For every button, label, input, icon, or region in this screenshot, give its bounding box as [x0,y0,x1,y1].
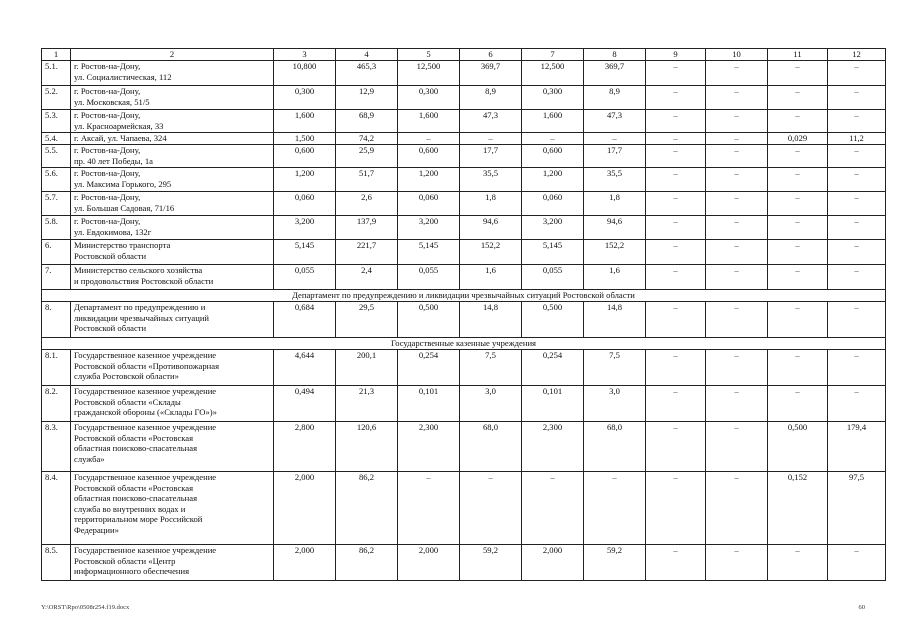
value-cell: 1,200 [274,168,336,192]
value-cell: 14,8 [460,302,522,338]
row-name-line: г. Ростов-на-Дону, [74,86,141,96]
value-cell: 1,600 [522,110,584,133]
table-row [42,350,886,386]
row-name [71,422,274,472]
value-cell: – [828,86,886,110]
row-name-line: служба во внутренних водах и [74,503,186,514]
row-name-line: г. Ростов-на-Дону, [74,61,141,71]
value-cell: – [584,472,646,545]
value-cell: 2,800 [274,422,336,472]
header-cell: 11 [768,49,828,61]
row-name-line: Ростовской области [74,250,147,261]
table-row [42,86,886,110]
value-cell: 5,145 [522,240,584,265]
value-cell: – [828,302,886,338]
value-cell: 0,152 [768,472,828,545]
value-cell: 369,7 [460,61,522,86]
value-cell: 0,600 [274,145,336,168]
row-number: 5.5. [42,145,71,168]
row-name-line: областная поисково-спасательная [74,493,198,504]
value-cell: 0,500 [398,302,460,338]
value-cell: 0,101 [522,386,584,422]
value-cell: – [522,472,584,545]
value-cell: – [768,216,828,240]
row-name-line: ул. Социалистическая, 112 [74,71,172,82]
value-cell: – [646,545,706,581]
table-row [42,472,886,545]
value-cell: – [646,110,706,133]
row-name-line: и продовольствия Ростовской области [74,275,214,286]
value-cell: – [706,422,768,472]
value-cell: 0,684 [274,302,336,338]
value-cell: 369,7 [584,61,646,86]
value-cell: – [768,86,828,110]
value-cell: – [768,240,828,265]
table-row [42,61,886,86]
row-name-line: служба Ростовской области» [74,371,179,382]
row-name [71,192,274,216]
value-cell: – [828,240,886,265]
value-cell: 12,9 [336,86,398,110]
value-cell: 1,200 [398,168,460,192]
value-cell: – [706,545,768,581]
row-name [71,472,274,545]
value-cell: – [828,168,886,192]
value-cell: 17,7 [460,145,522,168]
table-row [42,110,886,133]
row-number: 5.1. [42,61,71,86]
row-number: 5.3. [42,110,71,133]
section-heading: Государственные казенные учреждения [42,338,886,350]
value-cell: 68,0 [584,422,646,472]
row-name [71,240,274,265]
value-cell: 3,0 [460,386,522,422]
file-path: Y:\ORST\Rpo\0508r254.f19.docx [41,604,130,611]
row-number: 7. [42,265,71,290]
value-cell: 3,200 [522,216,584,240]
value-cell: 2,4 [336,265,398,290]
table-row [42,386,886,422]
row-name [71,133,274,145]
value-cell: – [828,192,886,216]
value-cell: – [646,168,706,192]
value-cell: 4,644 [274,350,336,386]
value-cell: 2,000 [522,545,584,581]
value-cell: 68,0 [460,422,522,472]
table-row [42,240,886,265]
value-cell: – [768,61,828,86]
value-cell: 221,7 [336,240,398,265]
value-cell: – [768,145,828,168]
value-cell: – [706,386,768,422]
value-cell: 35,5 [584,168,646,192]
value-cell: 152,2 [460,240,522,265]
value-cell: 74,2 [336,133,398,145]
value-cell: – [646,422,706,472]
row-name [71,386,274,422]
row-name [71,110,274,133]
value-cell: – [522,133,584,145]
value-cell: – [768,265,828,290]
value-cell: 0,055 [398,265,460,290]
value-cell: 2,6 [336,192,398,216]
header-cell: 9 [646,49,706,61]
value-cell: 94,6 [460,216,522,240]
table-row [42,302,886,338]
row-name [71,350,274,386]
row-number: 6. [42,240,71,265]
value-cell: 0,600 [398,145,460,168]
row-name-line: территориальном море Российской [74,514,203,525]
value-cell: 8,9 [460,86,522,110]
row-name [71,86,274,110]
value-cell: – [646,240,706,265]
value-cell: 68,9 [336,110,398,133]
row-number: 8. [42,302,71,338]
row-name [71,265,274,290]
value-cell: 1,6 [584,265,646,290]
header-cell: 5 [398,49,460,61]
value-cell: 47,3 [584,110,646,133]
row-name-line: Государственное казенное учреждение [74,422,217,432]
row-name [71,145,274,168]
value-cell: 25,9 [336,145,398,168]
value-cell: – [828,216,886,240]
row-name-line: Ростовской области «Противопожарная [74,360,220,371]
table-row [42,265,886,290]
value-cell: 8,9 [584,86,646,110]
value-cell: – [828,265,886,290]
row-number: 8.4. [42,472,71,545]
value-cell: 200,1 [336,350,398,386]
value-cell: 2,300 [522,422,584,472]
value-cell: 137,9 [336,216,398,240]
value-cell: – [398,133,460,145]
row-number: 8.5. [42,545,71,581]
row-name-line: ул. Евдокимова, 132г [74,226,152,237]
row-name-line: гражданской обороны («Склады ГО»)» [74,407,217,418]
row-number: 5.7. [42,192,71,216]
row-name-line: г. Ростов-на-Дону, [74,168,141,178]
table-row [42,168,886,192]
value-cell: 7,5 [584,350,646,386]
value-cell: 152,2 [584,240,646,265]
value-cell: 47,3 [460,110,522,133]
row-number: 8.1. [42,350,71,386]
value-cell: – [646,61,706,86]
page-number: 60 [858,604,865,611]
row-name-line: Ростовской области «Центр [74,555,176,566]
value-cell: – [706,265,768,290]
row-name-line: Ростовской области [74,323,147,334]
header-cell: 10 [706,49,768,61]
value-cell: – [646,86,706,110]
table-row [42,216,886,240]
value-cell: – [768,168,828,192]
value-cell: 0,300 [522,86,584,110]
value-cell: 465,3 [336,61,398,86]
value-cell: 0,254 [522,350,584,386]
value-cell: 2,300 [398,422,460,472]
row-name-line: г. Ростов-на-Дону, [74,145,141,155]
value-cell: – [706,472,768,545]
header-cell: 1 [42,49,71,61]
value-cell: 97,5 [828,472,886,545]
value-cell: – [584,133,646,145]
value-cell: 86,2 [336,545,398,581]
row-number: 5.2. [42,86,71,110]
value-cell: 21,3 [336,386,398,422]
value-cell: – [706,350,768,386]
value-cell: 3,0 [584,386,646,422]
row-name-line: Министерство сельского хозяйства [74,265,203,275]
table-row [42,422,886,472]
value-cell: 59,2 [584,545,646,581]
header-cell: 2 [71,49,274,61]
value-cell: 0,494 [274,386,336,422]
row-number: 5.8. [42,216,71,240]
value-cell: – [828,61,886,86]
row-name [71,168,274,192]
value-cell: 35,5 [460,168,522,192]
value-cell: – [398,472,460,545]
value-cell: 0,060 [274,192,336,216]
section-heading-row [42,290,886,302]
row-name-line: Ростовской области «Ростовская [74,432,194,443]
value-cell: 3,200 [274,216,336,240]
row-name-line: Государственное казенное учреждение [74,545,217,555]
value-cell: – [646,302,706,338]
value-cell: – [768,192,828,216]
row-name-line: Ростовской области «Ростовская [74,482,194,493]
row-name-line: ликвидации чрезвычайных ситуаций [74,312,210,323]
value-cell: 14,8 [584,302,646,338]
value-cell: 12,500 [398,61,460,86]
value-cell: – [646,265,706,290]
value-cell: – [706,168,768,192]
row-name-line: Департамент по предупреждению и [74,302,206,312]
value-cell: – [460,472,522,545]
value-cell: – [706,61,768,86]
table-header-row [42,49,886,61]
value-cell: – [828,145,886,168]
row-name-line: областная поисково-спасательная [74,443,198,454]
value-cell: 94,6 [584,216,646,240]
value-cell: – [460,133,522,145]
section-heading: Департамент по предупреждению и ликвидации чрезвычайных ситуаций Ростовской области [42,290,886,302]
value-cell: – [706,110,768,133]
value-cell: – [706,240,768,265]
table-row [42,545,886,581]
value-cell: 1,6 [460,265,522,290]
value-cell: 1,8 [584,192,646,216]
row-number: 8.2. [42,386,71,422]
value-cell: 0,254 [398,350,460,386]
value-cell: 11,2 [828,133,886,145]
row-name-line: г. Ростов-на-Дону, [74,110,141,120]
row-name-line: ул. Максима Горького, 295 [74,178,172,189]
row-name-line: г. Ростов-на-Дону, [74,216,141,226]
row-name-line: ул. Красноармейская, 33 [74,120,164,131]
value-cell: – [646,145,706,168]
table-row [42,133,886,145]
table-row [42,192,886,216]
value-cell: 1,500 [274,133,336,145]
value-cell: 59,2 [460,545,522,581]
value-cell: 0,500 [768,422,828,472]
value-cell: 0,055 [522,265,584,290]
value-cell: 5,145 [398,240,460,265]
row-name [71,545,274,581]
header-cell: 7 [522,49,584,61]
row-name-line: г. Аксай, ул. Чапаева, 324 [74,133,167,143]
row-name-line: ул. Московская, 51/5 [74,96,150,107]
row-name-line: Государственное казенное учреждение [74,350,217,360]
value-cell: – [706,86,768,110]
row-number: 5.6. [42,168,71,192]
value-cell: – [646,472,706,545]
value-cell: 120,6 [336,422,398,472]
value-cell: – [828,545,886,581]
row-name [71,216,274,240]
row-name-line: Ростовской области «Склады [74,396,181,407]
value-cell: 2,000 [398,545,460,581]
row-name-line: ул. Большая Садовая, 71/16 [74,202,175,213]
value-cell: 5,145 [274,240,336,265]
value-cell: – [828,386,886,422]
row-name-line: пр. 40 лет Победы, 1а [74,155,153,166]
value-cell: – [646,216,706,240]
value-cell: – [706,145,768,168]
value-cell: – [828,110,886,133]
value-cell: – [706,192,768,216]
document-page [41,48,865,581]
value-cell: 86,2 [336,472,398,545]
value-cell: – [768,350,828,386]
value-cell: – [828,350,886,386]
value-cell: – [768,386,828,422]
value-cell: 0,029 [768,133,828,145]
value-cell: 0,300 [398,86,460,110]
row-name-line: Министерство транспорта [74,240,171,250]
value-cell: 12,500 [522,61,584,86]
value-cell: 3,200 [398,216,460,240]
value-cell: 2,000 [274,472,336,545]
value-cell: 1,200 [522,168,584,192]
value-cell: – [768,302,828,338]
value-cell: 10,800 [274,61,336,86]
value-cell: 29,5 [336,302,398,338]
value-cell: – [706,216,768,240]
value-cell: 51,7 [336,168,398,192]
value-cell: 1,8 [460,192,522,216]
row-name [71,302,274,338]
table-row [42,145,886,168]
value-cell: 179,4 [828,422,886,472]
value-cell: 17,7 [584,145,646,168]
value-cell: 0,055 [274,265,336,290]
value-cell: 0,060 [398,192,460,216]
header-cell: 3 [274,49,336,61]
value-cell: – [706,302,768,338]
row-name-line: информационного обеспечения [74,566,190,577]
value-cell: – [706,133,768,145]
header-cell: 8 [584,49,646,61]
value-cell: 2,000 [274,545,336,581]
value-cell: – [768,545,828,581]
row-name-line: служба» [74,453,105,464]
value-cell: 1,600 [398,110,460,133]
header-cell: 6 [460,49,522,61]
value-cell: 1,600 [274,110,336,133]
value-cell: 0,300 [274,86,336,110]
header-cell: 4 [336,49,398,61]
row-name-line: Государственное казенное учреждение [74,386,217,396]
value-cell: – [646,350,706,386]
row-number: 8.3. [42,422,71,472]
section-heading-row [42,338,886,350]
value-cell: 0,101 [398,386,460,422]
value-cell: – [768,110,828,133]
value-cell: 0,060 [522,192,584,216]
value-cell: 0,600 [522,145,584,168]
value-cell: 0,500 [522,302,584,338]
value-cell: – [646,386,706,422]
row-number: 5.4. [42,133,71,145]
row-name [71,61,274,86]
row-name-line: г. Ростов-на-Дону, [74,192,141,202]
value-cell: – [646,192,706,216]
row-name-line: Федерации» [74,524,119,535]
value-cell: – [646,133,706,145]
row-name-line: Государственное казенное учреждение [74,472,217,482]
value-cell: 7,5 [460,350,522,386]
header-cell: 12 [828,49,886,61]
data-table [41,48,886,581]
